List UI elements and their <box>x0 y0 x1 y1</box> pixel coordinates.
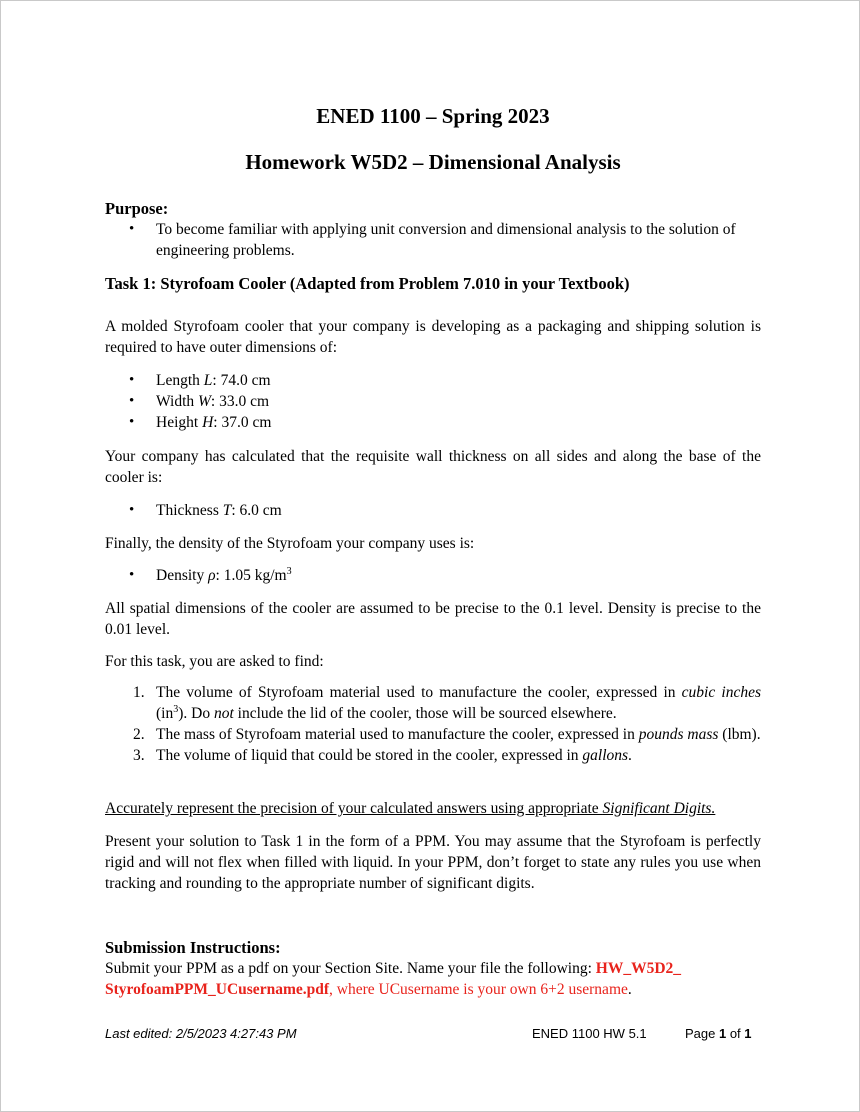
submission-heading: Submission Instructions: <box>105 938 281 957</box>
find-intro: For this task, you are asked to find: <box>105 653 324 670</box>
list-item <box>105 412 761 433</box>
task1-intro: A molded Styrofoam cooler that your company is developing as a packaging and shipping solution is required to have outer dimensions of: <box>105 318 761 356</box>
submission-text-part: , where UCusername is your own 6+2 username <box>329 981 628 998</box>
item-text: include the lid of the cooler, those will be sourced elsewhere. <box>233 705 617 722</box>
thickness-intro: Your company has calculated that the requisite wall thickness on all sides and along the base of the cooler is: <box>105 448 761 486</box>
dimension-variable: H <box>202 414 214 431</box>
submission-filename: StyrofoamPPM_UCusername.pdf <box>105 981 330 998</box>
document-id: ENED 1100 HW 5.1 <box>532 1026 647 1041</box>
dimension-label: Length <box>156 372 204 389</box>
dimension-value: : 37.0 cm <box>213 414 272 431</box>
item-unit: pounds mass <box>638 726 719 743</box>
list-item <box>105 682 761 724</box>
page-of: of <box>726 1026 745 1041</box>
item-text: . <box>628 747 632 764</box>
list-item <box>105 745 761 766</box>
page-number <box>685 1026 752 1041</box>
item-text: ). Do <box>178 705 214 722</box>
last-edited: Last edited: 2/5/2023 4:27:43 PM <box>105 1026 297 1041</box>
list-item <box>105 565 761 586</box>
density-list <box>105 565 761 586</box>
page-total: 1 <box>744 1026 752 1041</box>
submission-text-part: Submit your PPM as a pdf on your Section Site. Name your file the following: <box>105 960 596 977</box>
density-variable: ρ <box>208 567 216 584</box>
item-exponent: 3 <box>173 703 179 715</box>
ppm-paragraph: Present your solution to Task 1 in the form of a PPM. You may assume that the Styrofoam is perfectly rigid and will not flex when filled with liquid. In your PPM, don’t forget to state any rules you use when tracking and rounding to the appropriate number of significant digits. <box>105 833 761 892</box>
sig-note-emphasis: Significant Digits. <box>602 800 716 817</box>
course-title: ENED 1100 – Spring 2023 <box>316 104 550 128</box>
list-item <box>105 724 761 745</box>
item-number: 1. <box>133 684 145 701</box>
dimension-label: Width <box>156 393 198 410</box>
list-item <box>105 500 761 521</box>
dimensions-list <box>105 370 761 433</box>
submission-filename: HW_W5D2_ <box>595 960 682 977</box>
dimension-variable: W <box>198 393 211 410</box>
precision-paragraph: All spatial dimensions of the cooler are assumed to be precise to the 0.1 level. Density is precise to the 0.01 level. <box>105 600 761 638</box>
submission-section <box>105 937 761 1000</box>
submission-text-part: . <box>627 981 632 998</box>
item-unit: cubic inches <box>681 684 761 701</box>
dimension-value: : 74.0 cm <box>212 372 271 389</box>
item-unit: gallons <box>582 747 629 764</box>
list-item <box>105 391 761 412</box>
homework-title: Homework W5D2 – Dimensional Analysis <box>245 150 621 174</box>
page-footer <box>105 1026 761 1046</box>
item-number: 2. <box>133 726 145 743</box>
purpose-bullet-text: To become familiar with applying unit conversion and dimensional analysis to the solution of engineering problems. <box>156 221 736 259</box>
density-label: Density <box>156 567 209 584</box>
item-text: (in <box>156 705 174 722</box>
item-text: (lbm). <box>718 726 761 743</box>
page-current: 1 <box>718 1026 727 1041</box>
density-exponent: 3 <box>286 565 292 577</box>
purpose-bullet <box>105 219 761 261</box>
item-number: 3. <box>133 747 145 764</box>
dimension-label: Height <box>156 414 203 431</box>
list-item <box>105 370 761 391</box>
density-intro: Finally, the density of the Styrofoam your company uses is: <box>105 535 475 552</box>
item-text: The volume of liquid that could be stored in the cooler, expressed in <box>156 747 583 764</box>
task1-heading: Task 1: Styrofoam Cooler (Adapted from Problem 7.010 in your Textbook) <box>105 274 630 293</box>
purpose-section <box>105 198 761 261</box>
page-word: Page <box>685 1026 719 1041</box>
thickness-value: : 6.0 cm <box>231 502 282 519</box>
sig-digits-note <box>105 798 761 819</box>
item-text: The volume of Styrofoam material used to manufacture the cooler, expressed in <box>156 684 682 701</box>
thickness-label: Thickness <box>156 502 223 519</box>
sig-note-text: Accurately represent the precision of your calculated answers using appropriate <box>105 800 603 817</box>
submission-text <box>105 958 761 1000</box>
find-list <box>105 682 761 766</box>
item-text: The mass of Styrofoam material used to manufacture the cooler, expressed in <box>156 726 639 743</box>
item-emphasis: not <box>213 705 234 722</box>
thickness-list <box>105 500 761 521</box>
dimension-variable: L <box>203 372 213 389</box>
density-value: : 1.05 kg/m <box>215 567 287 584</box>
dimension-value: : 33.0 cm <box>210 393 270 410</box>
purpose-heading: Purpose: <box>105 199 169 218</box>
thickness-variable: T <box>222 502 232 519</box>
